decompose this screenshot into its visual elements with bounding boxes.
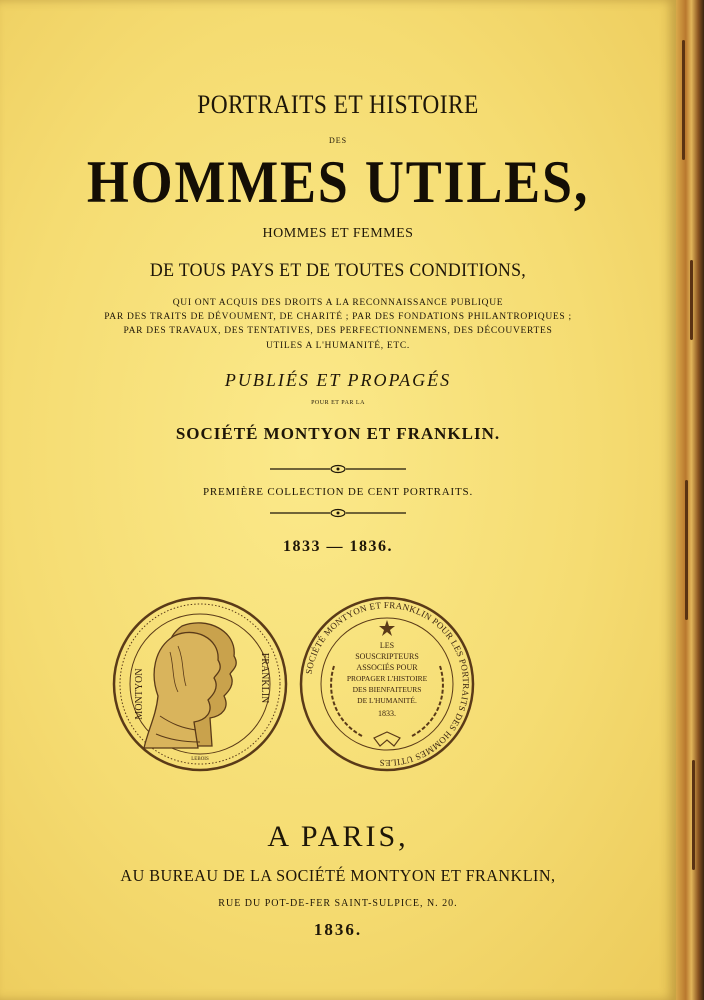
imprint-date: 1836. — [313, 920, 363, 939]
medal-reverse-ring-text: SOCIÉTÉ MONTYON ET FRANKLIN POUR LES PORTRAITS DES HOMMES UTILES — [303, 599, 472, 769]
collection-line: PREMIÈRE COLLECTION DE CENT PORTRAITS. — [202, 486, 473, 498]
medal-obverse-left-text: MONTYON — [134, 668, 145, 720]
worn-page-edge — [676, 0, 704, 1000]
medal-center-line: DES BIENFAITEURS — [352, 685, 422, 694]
main-title: HOMMES UTILES, — [86, 149, 590, 215]
description-line: PAR DES TRAITS DE DÉVOUMENT, DE CHARITÉ ; PAR DES FONDATIONS PHILANTROPIQUES ; — [104, 312, 572, 322]
imprint-address: RUE DU POT-DE-FER SAINT-SULPICE, N. 20. — [218, 898, 458, 909]
medal-center-line: ASSOCIÉS POUR — [356, 663, 418, 672]
description-line: UTILES A L'HUMANITÉ, ETC. — [265, 341, 411, 351]
title-line-1: PORTRAITS ET HISTOIRE — [197, 90, 479, 119]
medal-center-line: 1833. — [378, 709, 396, 718]
medal-center-line: LES — [379, 641, 395, 650]
subtitle-2: DE TOUS PAYS ET DE TOUTES CONDITIONS, — [149, 260, 527, 281]
pour-et-par-line: POUR ET PAR LA — [311, 400, 365, 406]
imprint-bureau: AU BUREAU DE LA SOCIÉTÉ MONTYON ET FRANKLIN, — [120, 866, 556, 885]
medal-obverse-right-text: FRANKLIN — [259, 652, 270, 704]
description-line: PAR DES TRAVAUX, DES TENTATIVES, DES PERFECTIONNEMENS, DES DÉCOUVERTES — [123, 326, 553, 336]
society-name: SOCIÉTÉ MONTYON ET FRANKLIN. — [175, 424, 501, 443]
published-line: PUBLIÉS ET PROPAGÉS — [224, 370, 452, 390]
imprint-city: A PARIS, — [267, 820, 409, 853]
medal-engraver: LEBOIS — [191, 757, 209, 762]
subtitle-1: HOMMES ET FEMMES — [262, 226, 414, 241]
medal-center-line: DE L'HUMANITÉ. — [357, 696, 417, 705]
years-line: 1833 — 1836. — [283, 538, 393, 555]
description-line: QUI ONT ACQUIS DES DROITS A LA RECONNAISSANCE PUBLIQUE — [172, 298, 504, 308]
ornamental-rule — [0, 462, 676, 476]
medals-illustration — [112, 596, 482, 772]
ornamental-rule — [0, 506, 676, 520]
medal-center-line: PROPAGER L'HISTOIRE — [346, 674, 428, 683]
title-des: DES — [328, 136, 348, 145]
medal-center-line: SOUSCRIPTEURS — [355, 652, 419, 661]
medal-reverse — [301, 598, 473, 770]
star-icon — [379, 620, 395, 636]
medal-obverse — [114, 598, 286, 770]
